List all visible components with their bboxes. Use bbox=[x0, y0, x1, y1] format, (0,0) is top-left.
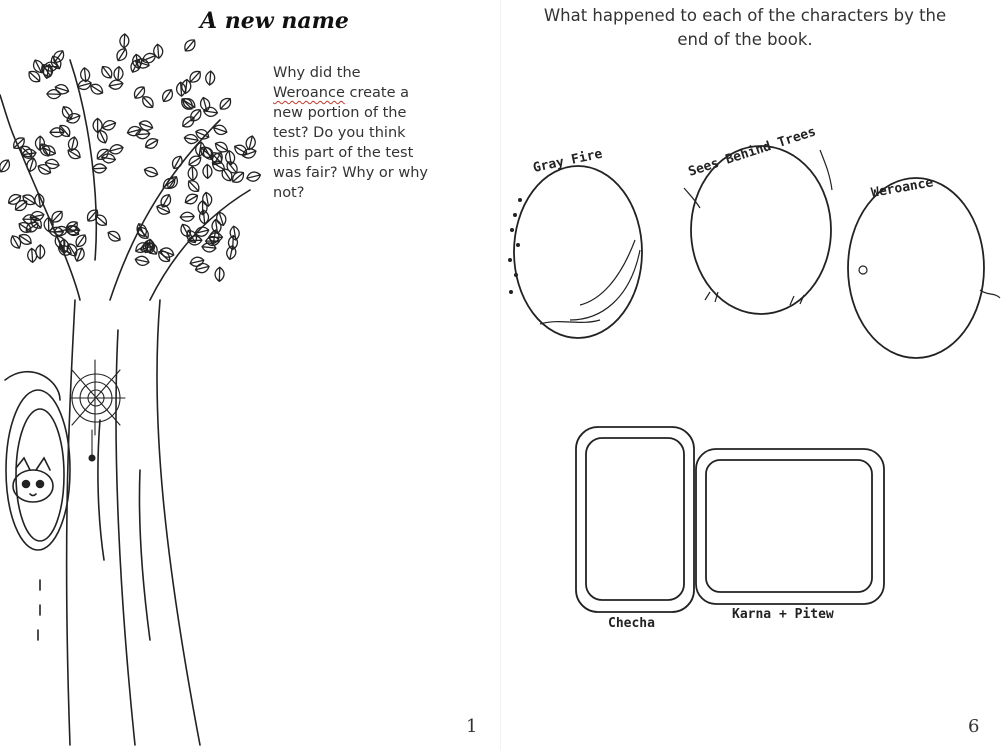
label-checha: Checha bbox=[608, 616, 655, 631]
question-highlight: Weroance bbox=[273, 85, 345, 101]
page-title: A new name bbox=[200, 8, 349, 34]
label-weroance: Weroance bbox=[870, 175, 935, 201]
discussion-question bbox=[273, 63, 433, 203]
page-number-left: 1 bbox=[466, 716, 478, 737]
question-rest: create a new portion of the test? Do you think this part of the test was fair? Why or why not? bbox=[273, 85, 428, 201]
question-start: Why did the bbox=[273, 65, 361, 81]
label-karna-pitew: Karna + Pitew bbox=[732, 607, 834, 622]
page-prompt: What happened to each of the characters by the end of the book. bbox=[543, 6, 947, 49]
page-number-right: 6 bbox=[968, 716, 980, 737]
label-sees-behind-trees: Sees Behind Trees bbox=[686, 124, 818, 180]
label-gray-fire: Gray Fire bbox=[531, 146, 604, 176]
